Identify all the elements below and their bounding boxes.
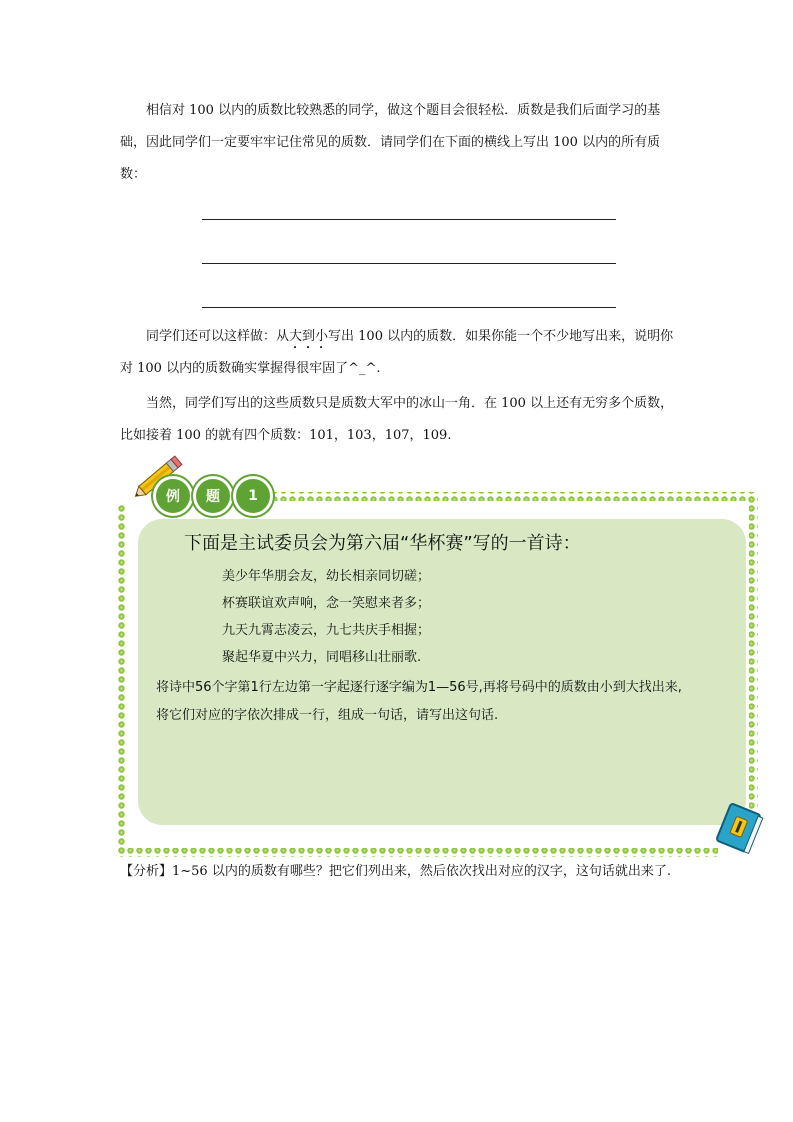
- intro-paragraph-3: 当然，同学们写出的这些质数只是质数大军中的冰山一角．在 100 以上还有无穷多个质数，比如接着 100 的就有四个质数：101，103，107，109.: [120, 396, 674, 443]
- intro-paragraph-1: 相信对 100 以内的质数比较熟悉的同学，做这个题目会很轻松．质数是我们后面学习的基础，因此同学们一定要牢牢记住常见的质数．请同学们在下面的横线上写出 100 以内的所有质数：: [120, 103, 661, 182]
- question-line-2: 将它们对应的字依次排成一行，组成一句话，请写出这句话.: [156, 708, 499, 723]
- poem-line-3: 九天九霄志凌云，九七共庆手相握；: [222, 623, 431, 638]
- question-line-1: 将诗中56个字第1行左边第一字起逐行逐字编为1—56号,再将号码中的质数由小到大找出来,: [156, 680, 682, 695]
- book-icon: [712, 800, 766, 858]
- poem-line-1: 美少年华朋会友，幼长相亲同切磋；: [222, 569, 431, 584]
- poem-line-2: 杯赛联谊欢声响，念一笑慰来者多；: [222, 596, 431, 611]
- example-title: 下面是主试委员会为第六届“华杯赛”写的一首诗：: [184, 533, 581, 554]
- badge-circle-1: 例: [153, 476, 193, 516]
- poem-line-4: 聚起华夏中兴力，同唱移山壮丽歌.: [222, 650, 422, 665]
- p2-text-emphasized: 大到小: [289, 329, 329, 344]
- p2-text-before: 同学们还可以这样做：从: [146, 329, 290, 344]
- badge-circle-2: 题: [193, 476, 233, 516]
- badge-circle-3: 1: [233, 476, 273, 516]
- analysis-text: 【分析】1~56 以内的质数有哪些？把它们列出来，然后依次找出对应的汉字，这句话就出来了.: [120, 864, 671, 879]
- example-content-box: [138, 519, 746, 825]
- p2-text-after: 写出 100 以内的质数．如果你能一个不少地写出来，说明你对 100 以内的质数确实掌握得很牢固了^_^.: [120, 329, 674, 376]
